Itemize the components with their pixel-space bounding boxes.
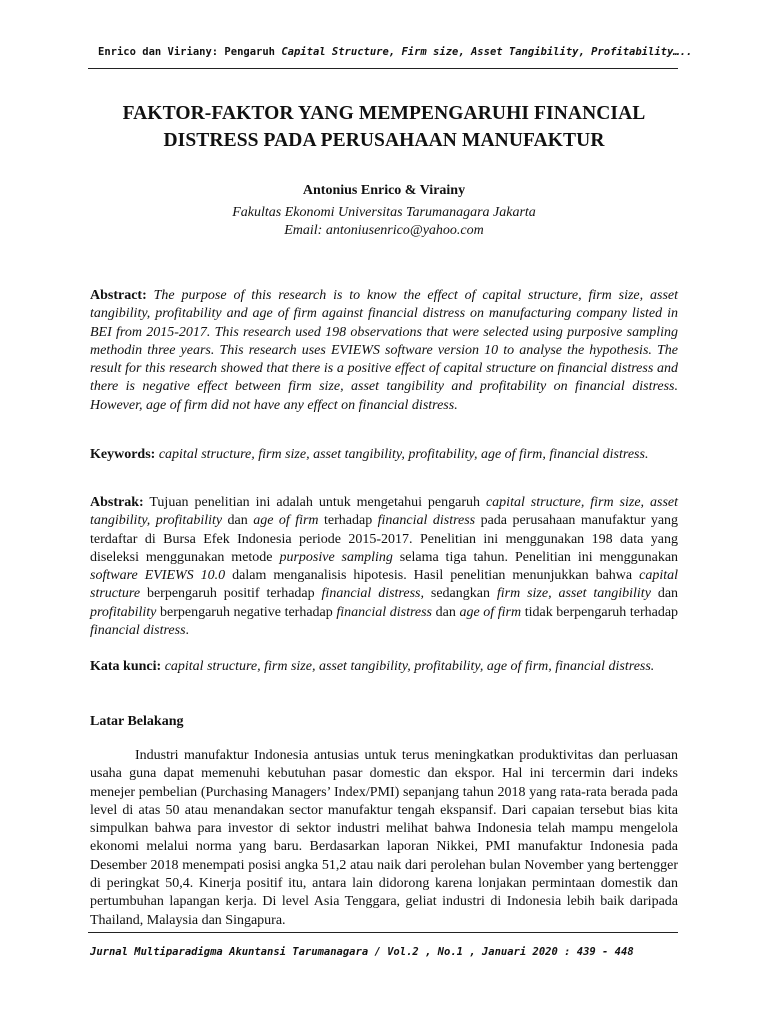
abstrak-italic: capital structure: [90, 568, 678, 602]
running-head-topic: Capital Structure, Firm size, Asset Tangibility, Profitability…..: [281, 46, 693, 58]
running-head-authors: Enrico dan Viriany: Pengaruh: [98, 46, 276, 58]
title-line-1: FAKTOR-FAKTOR YANG MEMPENGARUHI FINANCIAL: [122, 103, 646, 124]
abstrak-label: Abstrak:: [90, 495, 144, 510]
abstrak-italic: capital structure, firm size, asset tangibility, profitability: [90, 495, 679, 529]
journal-footer: Jurnal Multiparadigma Akuntansi Tarumanagara / Vol.2 , No.1 , Januari 2020 : 439 - 448: [90, 946, 634, 958]
abstract-english: [90, 287, 678, 415]
abstrak-text: .: [185, 623, 190, 639]
abstrak-italic: purposive sampling: [279, 549, 393, 565]
section-heading: Latar Belakang: [90, 714, 184, 729]
abstrak-italic: age of firm: [459, 604, 522, 620]
abstrak-italic: financial distress: [336, 604, 433, 620]
abstrak-text: dan: [435, 604, 456, 620]
keywords: [90, 446, 678, 464]
abstract-label: Abstract:: [90, 288, 147, 303]
abstrak-italic: age of firm: [253, 513, 319, 529]
abstrak-text: berpengaruh negative terhadap: [159, 604, 333, 620]
kata-kunci: [90, 658, 758, 676]
abstrak-text: dan: [227, 513, 248, 529]
header-rule: [88, 68, 678, 69]
abstrak-italic: software EVIEWS 10.0: [90, 568, 226, 584]
authors: Antonius Enrico & Virainy: [302, 183, 466, 198]
abstrak-text: selama tiga tahun. Penelitian ini menggunakan: [399, 549, 679, 565]
running-head: [98, 46, 693, 58]
paper-title: [90, 100, 678, 154]
title-line-2: DISTRESS PADA PERUSAHAAN MANUFAKTUR: [163, 130, 605, 151]
keywords-text: capital structure, firm size, asset tangibility, profitability, age of firm, financial distress.: [158, 447, 649, 462]
abstrak-text: berpengaruh positif terhadap: [146, 586, 315, 602]
abstract-indonesian: [90, 494, 678, 640]
abstrak-italic: financial distress,: [321, 586, 424, 602]
affiliation: Fakultas Ekonomi Universitas Tarumanagara Jakarta: [232, 205, 536, 220]
abstrak-text: dalam menganalisis hipotesis. Hasil penelitian menunjukkan bahwa: [232, 568, 633, 584]
abstrak-text: terhadap: [324, 513, 373, 529]
abstrak-italic: financial distress: [90, 623, 186, 639]
footer-rule: [88, 932, 678, 933]
body-paragraph: Industri manufaktur Indonesia antusias untuk terus meningkatkan produktivitas dan perluasan usaha guna dapat memenuhi kebutuhan pasar domestic dan ekspor. Hal ini tercermin dari indeks menejer pembelian (Purchasing Managers’ Index/PMI) sepanjang tahun 2018 yang rata-rata berada pada level di atas 50 atau menandakan sector manufaktur tengah ekspansif. Dari capaian tersebut bias kita simpulkan bahwa para investor di sektor industri melihat bahwa Indonesia telah mampu mengelola ekonomi melalui norma yang baru. Berdasarkan laporan Nikkei, PMI manufaktur Indonesia pada Desember 2018 menempati posisi angka 51,2 atau naik dari perolehan bulan November yang bertengger di peringkat 50,4. Kinerja positif itu, antara lain didorong karena lonjakan permintaan domestik dan pertumbuhan lapangan kerja. Di level Asia Tenggara, geliat industri di Indonesia lebih baik daripada Thailand, Malaysia dan Singapura.: [90, 748, 678, 928]
kata-kunci-text: capital structure, firm size, asset tangibility, profitability, age of firm, financial distress.: [164, 659, 655, 674]
abstrak-text: tidak berpengaruh terhadap: [524, 604, 679, 620]
abstrak-italic: financial distress: [377, 513, 476, 529]
abstrak-text: Tujuan penelitian ini adalah untuk mengetahui pengaruh: [149, 495, 481, 510]
abstract-text: The purpose of this research is to know the effect of capital structure, firm size, asset tangibility, profitability and age of firm against financial distress on manufacturing company listed in BEI from 2015-2017. This research used 198 observations that were selected using purposive sampling methodin three years. This research uses EVIEWS software version 10 to analyse the hypothesis. The result for this research showed that there is a positive effect of capital structure on financial distress and there is negative effect between firm size, asset tangibility and profitability on financial distress. However, age of firm did not have any effect on financial distress.: [90, 288, 678, 413]
abstrak-italic: profitability: [90, 604, 157, 620]
abstrak-italic: firm size, asset tangibility: [496, 586, 651, 602]
keywords-label: Keywords:: [90, 447, 156, 462]
abstrak-text: pada perusahaan manufaktur yang terdaftar di Bursa Efek Indonesia periode 2015-2017. Penelitian ini menggunakan 198 data yang diseleksi menggunakan metode: [90, 513, 679, 565]
email: Email: antoniusenrico@yahoo.com: [284, 223, 484, 238]
kata-kunci-label: Kata kunci:: [90, 659, 162, 674]
abstrak-text: dan: [657, 586, 679, 602]
abstrak-text: sedangkan: [430, 586, 490, 602]
